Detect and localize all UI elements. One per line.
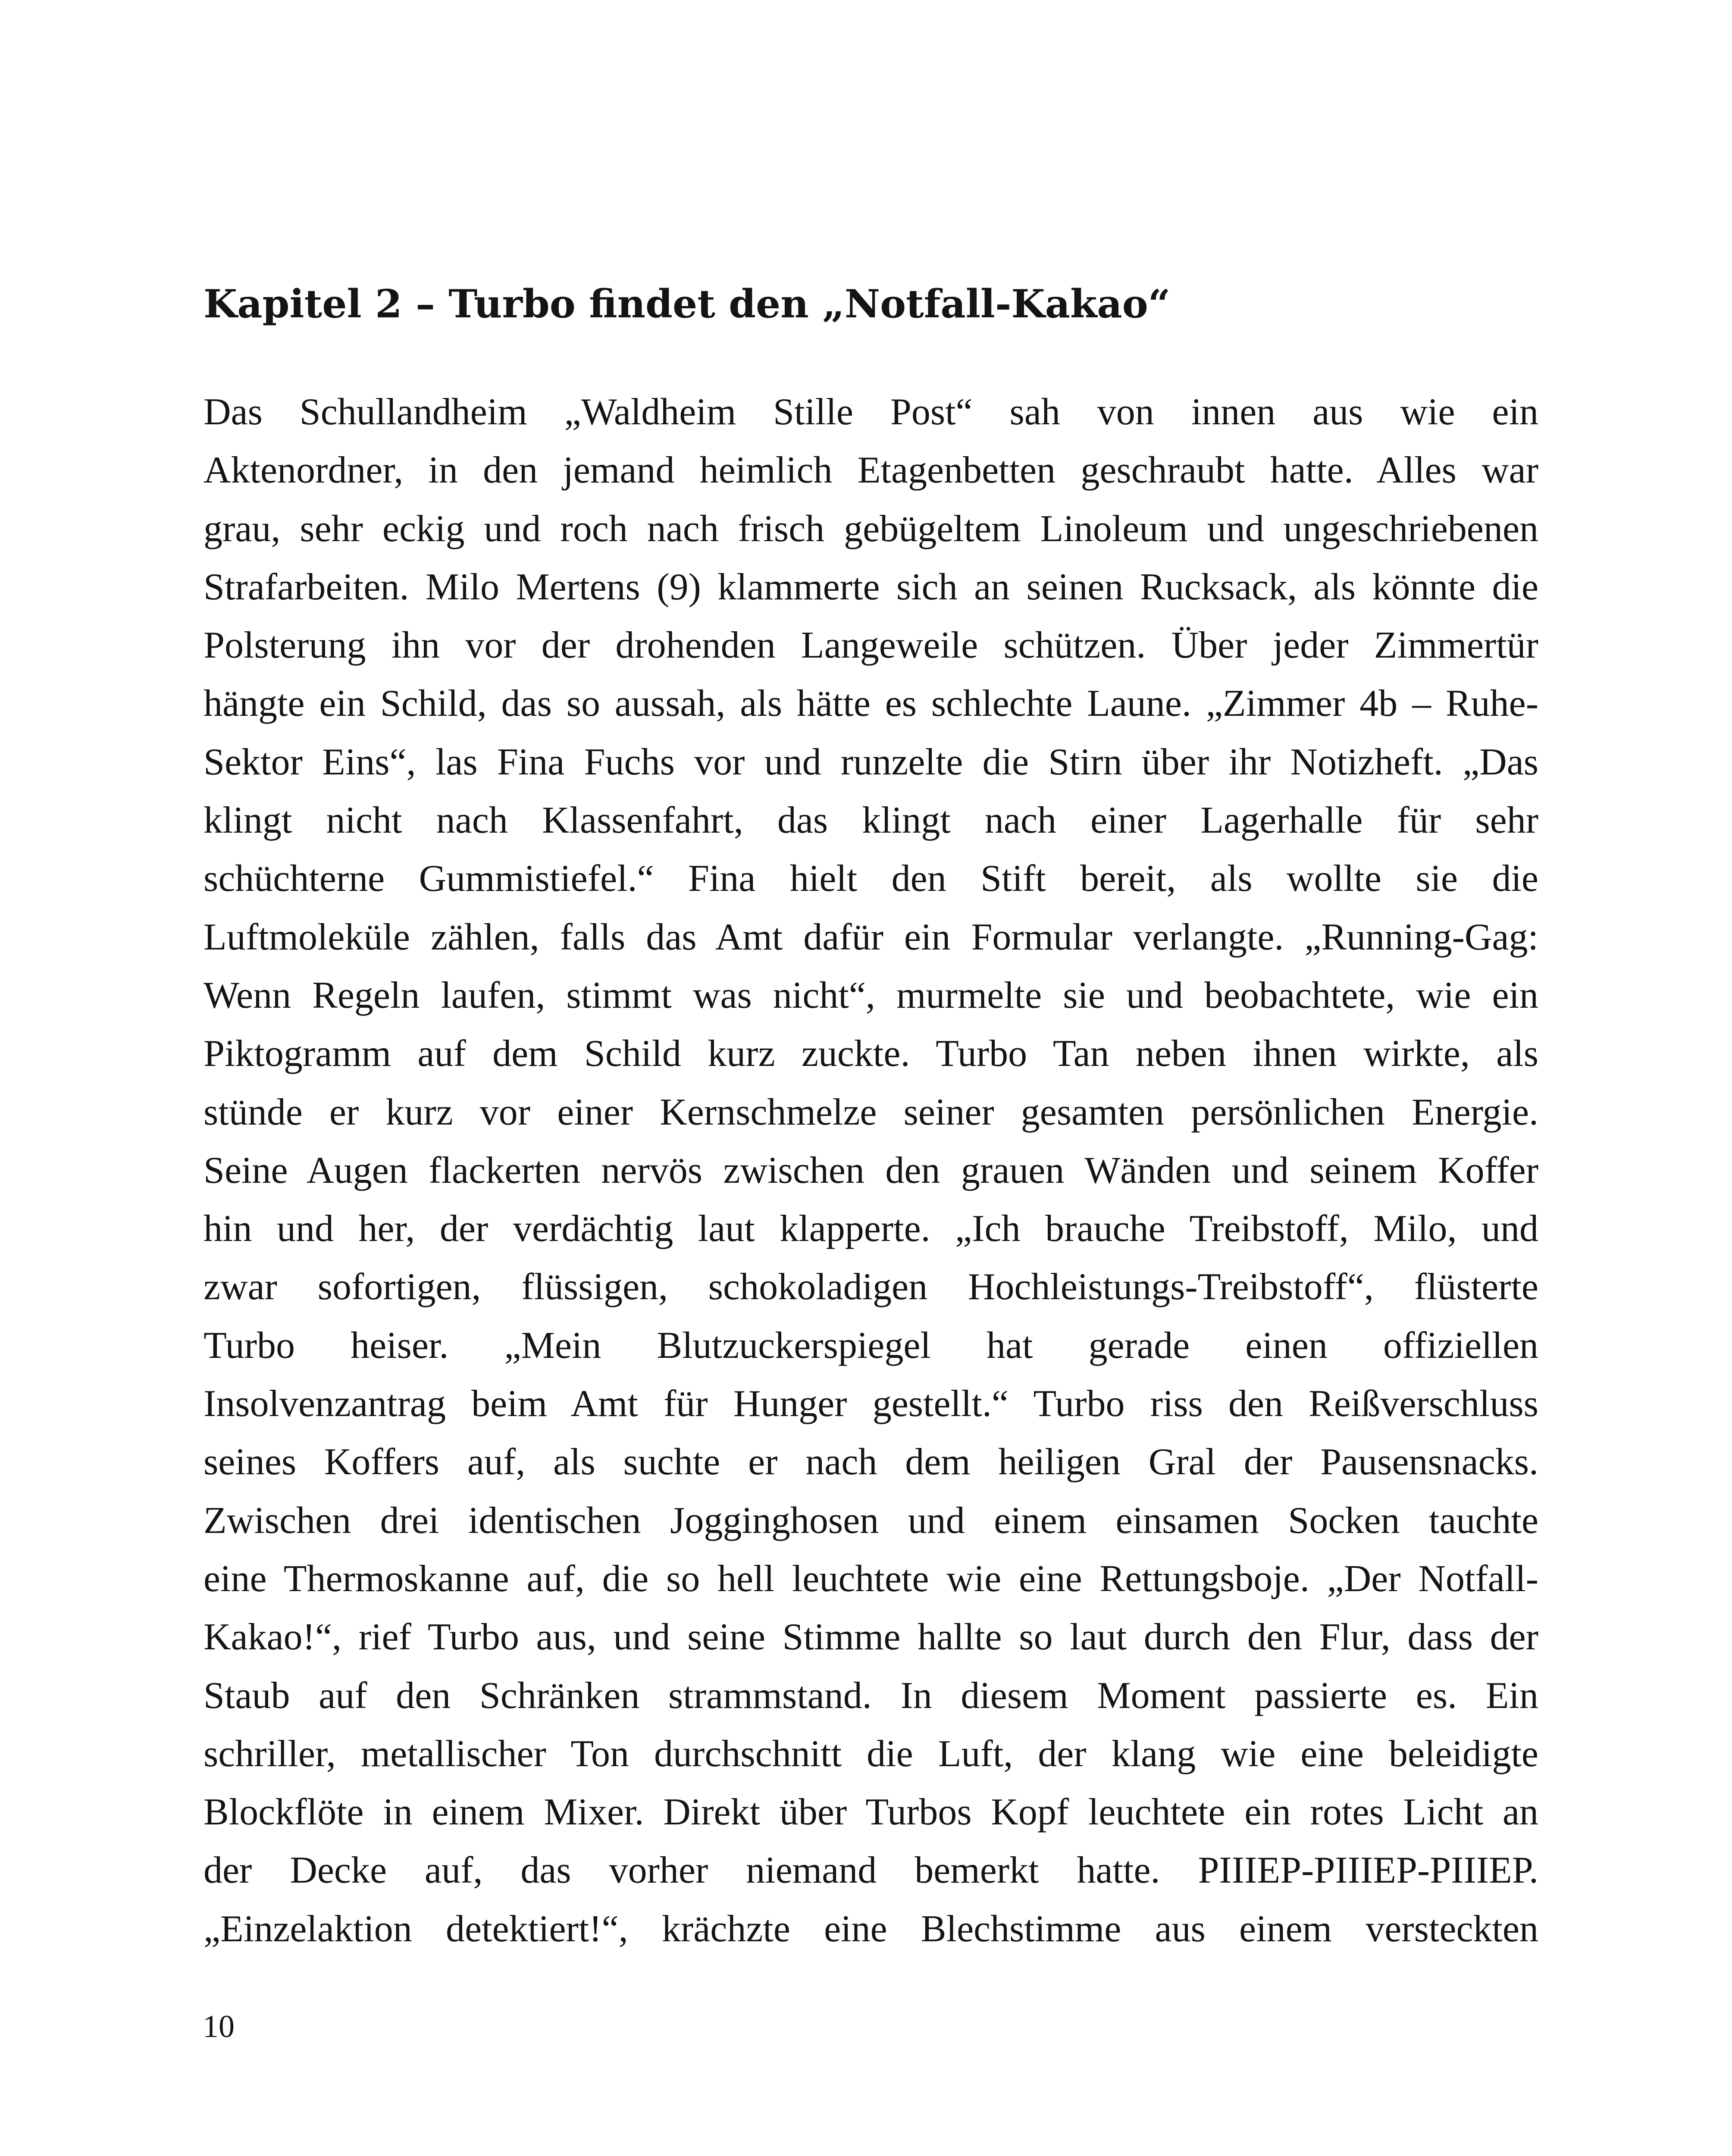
chapter-title: Kapitel 2 – Turbo findet den „Notfall-Kakao“: [204, 281, 1171, 327]
text-line: Strafarbeiten. Milo Mertens (9) klammerte sich an seinen Rucksack, als könnte die: [204, 566, 1538, 608]
text-line: hin und her, der verdächtig laut klapperte. „Ich brauche Treibstoff, Milo, und: [204, 1208, 1538, 1250]
text-line: Wenn Regeln laufen, stimmt was nicht“, murmelte sie und beobachtete, wie ein: [204, 974, 1538, 1016]
text-line: schriller, metallischer Ton durchschnitt die Luft, der klang wie eine beleidigte: [204, 1733, 1538, 1775]
text-line: Das Schullandheim „Waldheim Stille Post“ sah von innen aus wie ein: [204, 391, 1538, 433]
text-line: schüchterne Gummistiefel.“ Fina hielt den Stift bereit, als wollte sie die: [204, 858, 1538, 900]
text-line: Aktenordner, in den jemand heimlich Etagenbetten geschraubt hatte. Alles war: [204, 449, 1538, 492]
text-line: Sektor Eins“, las Fina Fuchs vor und runzelte die Stirn über ihr Notizheft. „Das: [204, 741, 1538, 783]
text-line: „Einzelaktion detektiert!“, krächzte eine Blechstimme aus einem versteckten: [204, 1908, 1538, 1950]
text-line: Blockflöte in einem Mixer. Direkt über Turbos Kopf leuchtete ein rotes Licht an: [204, 1791, 1538, 1833]
text-line: eine Thermoskanne auf, die so hell leuchtete wie eine Rettungsboje. „Der Notfall-: [204, 1557, 1538, 1600]
text-line: seines Koffers auf, als suchte er nach dem heiligen Gral der Pausensnacks.: [204, 1441, 1538, 1483]
text-line: Luftmoleküle zählen, falls das Amt dafür ein Formular verlangte. „Running-Gag:: [204, 916, 1538, 958]
text-line: zwar sofortigen, flüssigen, schokoladigen Hochleistungs-Treibstoff“, flüsterte: [204, 1266, 1538, 1308]
text-line: klingt nicht nach Klassenfahrt, das klingt nach einer Lagerhalle für sehr: [204, 799, 1538, 842]
text-line: hängte ein Schild, das so aussah, als hätte es schlechte Laune. „Zimmer 4b – Ruhe-: [204, 683, 1538, 725]
text-line: Polsterung ihn vor der drohenden Langeweile schützen. Über jeder Zimmertür: [204, 624, 1538, 667]
text-line: stünde er kurz vor einer Kernschmelze seiner gesamten persönlichen Energie.: [204, 1091, 1538, 1133]
text-line: Insolvenzantrag beim Amt für Hunger gestellt.“ Turbo riss den Reißverschluss: [204, 1383, 1538, 1425]
text-line: Piktogramm auf dem Schild kurz zuckte. Turbo Tan neben ihnen wirkte, als: [204, 1033, 1538, 1075]
page-number: 10: [203, 2009, 235, 2044]
text-line: Staub auf den Schränken strammstand. In diesem Moment passierte es. Ein: [204, 1674, 1538, 1717]
text-line: Kakao!“, rief Turbo aus, und seine Stimme hallte so laut durch den Flur, dass der: [204, 1616, 1538, 1658]
text-line: der Decke auf, das vorher niemand bemerkt hatte. PIIIEP-PIIIEP-PIIIEP.: [204, 1849, 1538, 1892]
text-line: Turbo heiser. „Mein Blutzuckerspiegel hat gerade einen offiziellen: [204, 1324, 1538, 1366]
text-line: Seine Augen flackerten nervös zwischen den grauen Wänden und seinem Koffer: [204, 1149, 1538, 1191]
text-line: Zwischen drei identischen Jogginghosen und einem einsamen Socken tauchte: [204, 1499, 1538, 1542]
text-line: grau, sehr eckig und roch nach frisch gebügeltem Linoleum und ungeschriebenen: [204, 508, 1538, 550]
body-text: [204, 383, 1538, 1958]
